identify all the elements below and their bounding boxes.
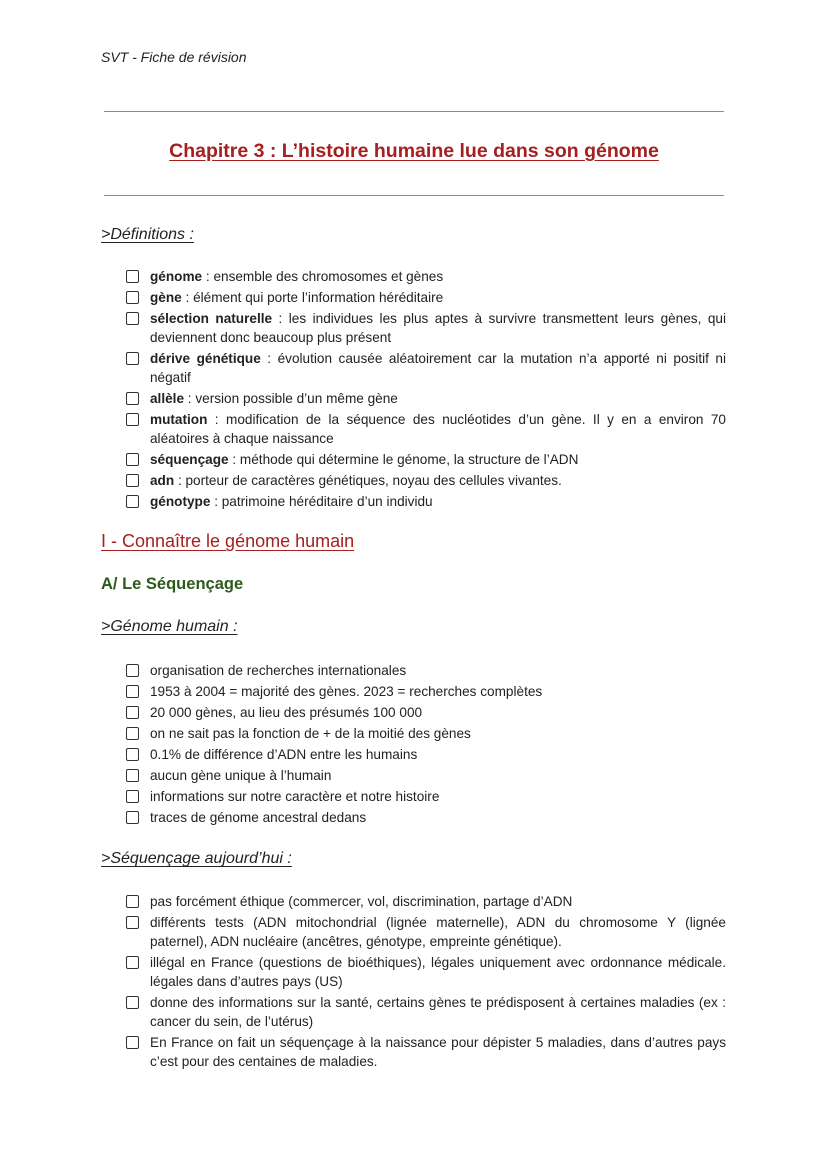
definitions-heading: >Définitions :	[101, 226, 194, 243]
definition-item	[126, 349, 726, 387]
definition-item	[126, 410, 726, 448]
list-item-text: 1953 à 2004 = majorité des gènes. 2023 = recherches complètes	[150, 684, 543, 699]
definition-text: : les individues les plus aptes à survivre transmettent leurs gènes, qui deviennent donc beaucoup plus présent	[150, 311, 726, 345]
definition-item	[126, 492, 726, 511]
list-item	[126, 953, 726, 991]
definition-term: génotype	[150, 494, 211, 509]
divider-top	[104, 111, 724, 112]
list-item	[126, 993, 726, 1031]
definition-term: génome	[150, 269, 203, 284]
list-item-text: informations sur notre caractère et notre histoire	[150, 789, 440, 804]
list-item	[126, 724, 726, 743]
checkbox-icon[interactable]	[126, 392, 139, 405]
definition-term: gène	[150, 290, 182, 305]
checkbox-icon[interactable]	[126, 352, 139, 365]
list-item-text: donne des informations sur la santé, certains gènes te prédisposent à certaines maladies (ex : cancer du sein, de l’utérus)	[150, 995, 726, 1029]
definition-text: : porteur de caractères génétiques, noyau des cellules vivantes.	[174, 473, 562, 488]
definition-term: mutation	[150, 412, 208, 427]
definition-term: adn	[150, 473, 175, 488]
definition-item	[126, 267, 726, 286]
section-title: I - Connaître le génome humain	[101, 531, 355, 551]
list-item-text: organisation de recherches internationales	[150, 663, 407, 678]
checkbox-icon[interactable]	[126, 664, 139, 677]
list-item-text: différents tests (ADN mitochondrial (lignée maternelle), ADN du chromosome Y (lignée paternel), ADN nucléaire (ancêtres, génotype, empreinte génétique).	[150, 915, 726, 949]
definition-term: séquençage	[150, 452, 229, 467]
chapter-title: Chapitre 3 : L’histoire humaine lue dans son génome	[169, 140, 659, 162]
list-item-text: 0.1% de différence d’ADN entre les humains	[150, 747, 418, 762]
definitions-list	[126, 267, 726, 513]
checkbox-icon[interactable]	[126, 790, 139, 803]
definition-term: sélection naturelle	[150, 311, 273, 326]
definition-text: : ensemble des chromosomes et gènes	[202, 269, 444, 284]
list-item	[126, 682, 726, 701]
definition-term: allèle	[150, 391, 185, 406]
divider-bottom	[104, 195, 724, 196]
definition-text: : modification de la séquence des nucléotides d’un gène. Il y en a environ 70 aléatoires à chaque naissance	[150, 412, 726, 446]
list-item	[126, 892, 726, 911]
list-item	[126, 661, 726, 680]
genome-list	[126, 661, 726, 829]
list-item	[126, 703, 726, 722]
definition-text: : élément qui porte l’information héréditaire	[181, 290, 444, 305]
definition-text: : version possible d’un même gène	[184, 391, 398, 406]
definition-text: : méthode qui détermine le génome, la structure de l’ADN	[228, 452, 579, 467]
list-item	[126, 1033, 726, 1071]
list-item	[126, 787, 726, 806]
checkbox-icon[interactable]	[126, 270, 139, 283]
checkbox-icon[interactable]	[126, 495, 139, 508]
definition-text: : patrimoine héréditaire d’un individu	[210, 494, 433, 509]
list-item	[126, 766, 726, 785]
checkbox-icon[interactable]	[126, 413, 139, 426]
list-item	[126, 808, 726, 827]
page-header: SVT - Fiche de révision	[101, 49, 247, 65]
definition-term: dérive génétique	[150, 351, 261, 366]
checkbox-icon[interactable]	[126, 453, 139, 466]
list-item-text: aucun gène unique à l’humain	[150, 768, 332, 783]
definition-text: : évolution causée aléatoirement car la mutation n’a apporté ni positif ni négatif	[150, 351, 726, 385]
checkbox-icon[interactable]	[126, 996, 139, 1009]
checkbox-icon[interactable]	[126, 727, 139, 740]
list-item-text: illégal en France (questions de bioéthiques), légales uniquement avec ordonnance médicale. légales dans d’autres pays (US)	[150, 955, 726, 989]
list-item-text: 20 000 gènes, au lieu des présumés 100 000	[150, 705, 423, 720]
checkbox-icon[interactable]	[126, 474, 139, 487]
list-item	[126, 745, 726, 764]
definition-item	[126, 309, 726, 347]
checkbox-icon[interactable]	[126, 895, 139, 908]
list-item-text: on ne sait pas la fonction de + de la moitié des gènes	[150, 726, 471, 741]
checkbox-icon[interactable]	[126, 291, 139, 304]
definition-item	[126, 450, 726, 469]
list-item-text: En France on fait un séquençage à la naissance pour dépister 5 maladies, dans d’autres pays c’est pour des centaines de maladies.	[150, 1035, 726, 1069]
checkbox-icon[interactable]	[126, 811, 139, 824]
genome-heading: >Génome humain :	[101, 618, 238, 635]
checkbox-icon[interactable]	[126, 312, 139, 325]
definition-item	[126, 471, 726, 490]
checkbox-icon[interactable]	[126, 916, 139, 929]
list-item-text: traces de génome ancestral dedans	[150, 810, 367, 825]
sequencage-heading: >Séquençage aujourd’hui :	[101, 850, 292, 867]
subsection-title: A/ Le Séquençage	[101, 575, 244, 593]
sequencage-list	[126, 892, 726, 1073]
checkbox-icon[interactable]	[126, 685, 139, 698]
checkbox-icon[interactable]	[126, 769, 139, 782]
list-item-text: pas forcément éthique (commercer, vol, discrimination, partage d’ADN	[150, 894, 573, 909]
checkbox-icon[interactable]	[126, 1036, 139, 1049]
checkbox-icon[interactable]	[126, 956, 139, 969]
definition-item	[126, 389, 726, 408]
definition-item	[126, 288, 726, 307]
checkbox-icon[interactable]	[126, 706, 139, 719]
checkbox-icon[interactable]	[126, 748, 139, 761]
list-item	[126, 913, 726, 951]
